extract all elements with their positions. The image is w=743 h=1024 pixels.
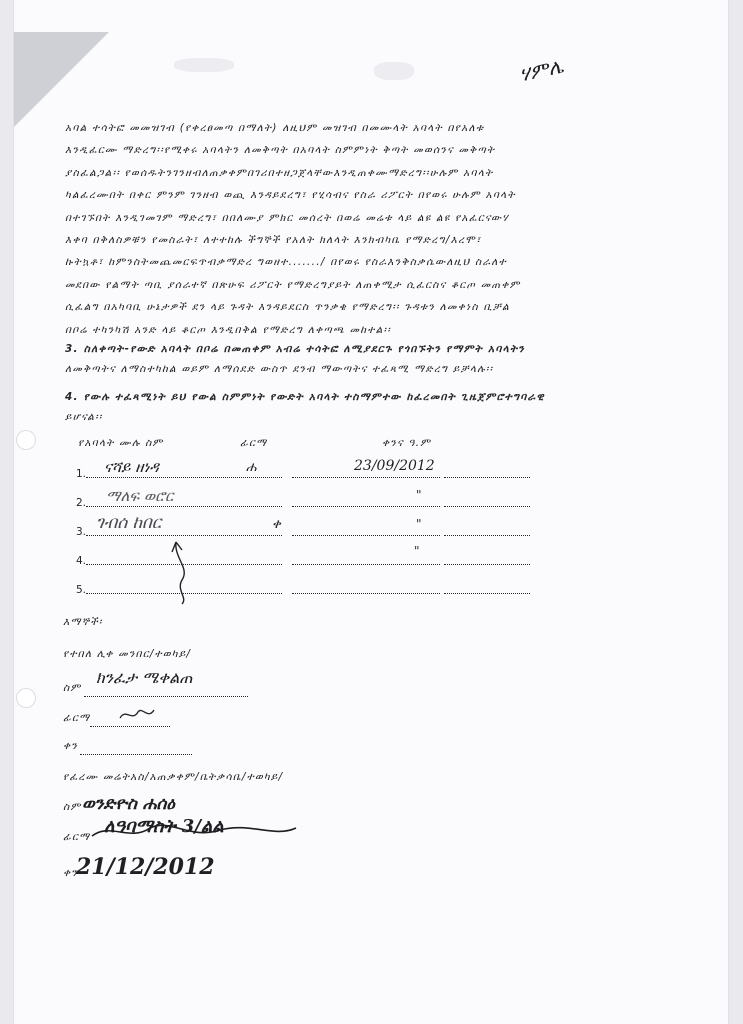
paragraph-3 (65, 339, 665, 379)
receiver-signature (118, 704, 158, 724)
folded-corner (14, 32, 109, 127)
member-name: ናሻይ ዘነዳ (104, 458, 159, 476)
text-line: ለመቅጣትና ለማስተካከል ወይም ለማሰደድ ውስጥ ደንብ ማውጣትና ተፈጻሚ ማድረግ ይቻላሉ፡፡ (65, 363, 494, 375)
column-header-date: ቀንና ዓ.ም (382, 437, 432, 449)
member-date: " (416, 517, 422, 531)
member-date: 23/09/2012 (354, 458, 435, 474)
row-number: 2. (76, 497, 87, 509)
scan-smudge (174, 58, 234, 72)
signature-dotline (292, 477, 440, 478)
member-signature: ቀ (272, 517, 281, 532)
scan-smudge (374, 62, 414, 80)
signature-dotline (292, 593, 440, 594)
approver-label: የፈረሙ መሬትአስ/አጠቃቀም/ቤትቃሳቤ/ተወካይ/ (63, 771, 284, 783)
date-dotline (444, 593, 530, 594)
document-page (14, 0, 728, 1024)
receiver-label: የተበለ ሊቀ መንበር/ተወካይ/ (63, 648, 192, 660)
text-line: መደበው የልማት ጣቢ ያሰራተኛ በጽሁፍ ሪፖርት የማድረግያይት ለጠቀሚታ ሲፈርስና ቆርጦ መጠቀም (65, 278, 521, 291)
receiver-name: ክንፈታ ሜቀልጠ (96, 668, 193, 687)
approver-date: 21/12/2012 (76, 854, 215, 880)
date-dotline (444, 564, 530, 565)
table-row (76, 513, 536, 542)
date-label: ቀን (63, 740, 78, 752)
date-dotline (444, 477, 530, 478)
date-dotline (444, 506, 530, 507)
member-date: " (416, 488, 422, 502)
row-number: 3. (76, 526, 87, 538)
signature-dotline (90, 726, 170, 727)
approver-name: ወንድዮስ ሐሰዕ (82, 794, 175, 814)
approver-signature-label: ፊርማ (63, 831, 91, 843)
approver-name-label: ስም (63, 801, 82, 813)
text-line: 3. ስለቀጣት-የውድ አባላት በቦሬ በመጠቀም አብሬ ተሳትፎ ለሚያደርጉ የጎበኙትን የማምት አባላትን (65, 343, 526, 355)
table-row (76, 487, 536, 513)
text-line: በተገኙበት እንዲገመገም ማድረግ፣ በበለሙያ ምክር መሰረት በወሬ መሬቱ ላይ ልዩ ልዩ የአፈርናውሃ (65, 211, 510, 224)
column-header-signature: ፊርማ (240, 437, 268, 449)
approver-signature-scribble (90, 818, 300, 846)
table-row (76, 580, 536, 600)
name-dotline (86, 477, 282, 478)
member-name: ገብሰ ከበር (96, 513, 162, 533)
text-line: 4. የውሉ ተፈጻሚነት ይህ የውል ስምምነት የውድት አባላት ተስማምተው ከፈረመበት ጊዜጀምሮተግባራዊ (65, 391, 545, 403)
paragraph-1 (65, 117, 665, 341)
signature-dotline (292, 506, 440, 507)
text-line: ካልፈረሙበት በቀር ምንም ገንዘብ ወጪ እንዳይደረግ፣ የሂሳብና የስራ ሪፖርት በየወሩ ሁሉም አባላት (65, 189, 516, 202)
hand-drawn-arrow (164, 538, 204, 608)
witnesses-label: እማኞች፡ (63, 616, 103, 628)
name-dotline (86, 506, 282, 507)
date-dotline (80, 754, 192, 755)
table-row (76, 458, 536, 484)
text-line: በቦሬ ተካንካሽ አንድ ላይ ቆርጦ እንዲበቅል የማድረግ ለቀጣጫ መከተል፡፡ (65, 323, 392, 336)
member-name: ማለፍ ወሮር (106, 487, 174, 505)
date-dotline (444, 535, 530, 536)
text-line: እቀባ በቅለስዎቹን የመስራት፣ ለተተከሉ ችግኞች የአለት ክለላት እንክብካቤ የማድረግ/እረሞ፣ (65, 234, 482, 247)
name-dotline (84, 696, 248, 697)
text-line: እንዲፈርሙ ማድረግ፡፡የሚቀሩ አባላትን ለመቅጣት በአባላት ስምምነት ቅጣት መወሰንና መቅጣት (65, 144, 496, 157)
punch-hole-bottom (16, 688, 36, 708)
signature-dotline (292, 535, 440, 536)
punch-hole-top (16, 430, 36, 450)
paragraph-4 (65, 387, 665, 427)
text-line: አባል ተሳትፎ መመዝገብ (የቀረፀመጣ በማለት) ለዚህም መዝገብ በመሙላት አባላት በየአለቱ (65, 122, 485, 134)
text-line: ሲፈልግ በአካባቢ ሁኔታዎች ደን ላይ ጉዳት እንዳይደርስ ጥንቃቄ የማድረግ፡፡ ጉዳቱን ለመቀነስ ቢቻል (65, 301, 511, 314)
text-line: ያስፈልጋል፡፡ የወሰዱትንገንዘብለጠቃቀምበገሪበተዘጋጀላቸውእንዲጠቀሙማድረግ፡፡ሁሉም አባላት (65, 166, 494, 179)
row-number: 1. (76, 468, 87, 480)
member-date: " (414, 544, 420, 558)
signature-dotline (292, 564, 440, 565)
table-row (76, 544, 536, 571)
corner-handwritten-note: ሃምሌ (516, 53, 566, 87)
signature-label: ፊርማ (63, 712, 91, 724)
approver-date-label: ቀን (63, 867, 78, 879)
name-label: ስም (63, 682, 82, 694)
text-line: ይሆናል፡፡ (65, 411, 103, 423)
approver-signature: ለዓባማስት 3/ልል (104, 816, 224, 837)
name-dotline (86, 535, 282, 536)
text-line: ኩትኳቶ፣ ከምንስትመጨመርፍጥብቃማድረ ግወዘተ......./ በየወሩ የስራእንቅስቃሴውለዚህ ስራለተ (65, 256, 507, 269)
row-number: 4. (76, 555, 87, 567)
row-number: 5. (76, 584, 87, 596)
member-signature: ሐ (246, 460, 257, 475)
column-header-name: የአባላት ሙሉ ስም (78, 437, 164, 449)
